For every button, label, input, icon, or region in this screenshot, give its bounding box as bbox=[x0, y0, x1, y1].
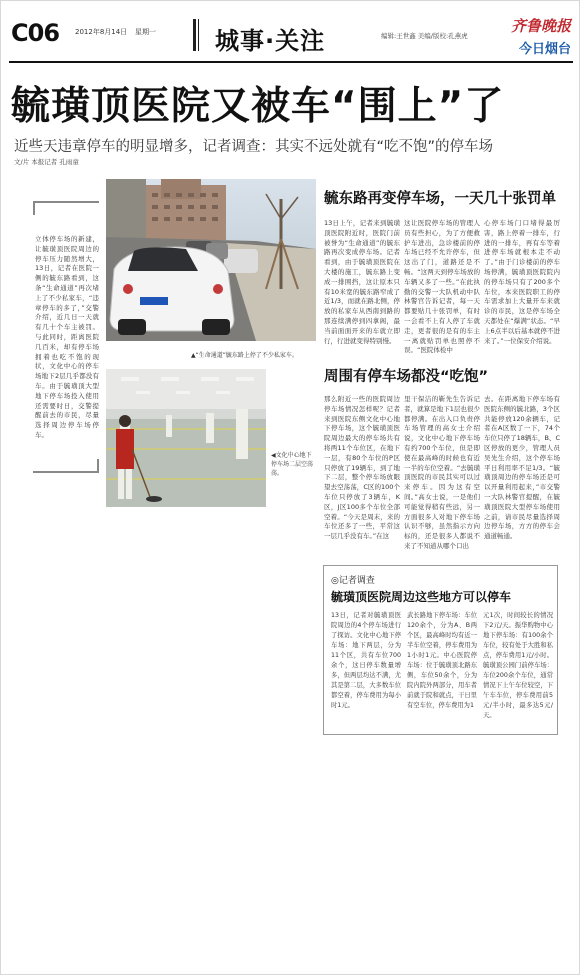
summary-bracket-bottom bbox=[33, 459, 99, 473]
garage-photo bbox=[106, 369, 266, 507]
section-title: 城事·关注 bbox=[215, 27, 326, 55]
newspaper-logo bbox=[511, 15, 571, 57]
investigation-col1: 13日，记者对毓璜顶医院周边的4个停车场进行了探访。文化中心地下停车场：地下两层，分为11个区，共有车位700余个，这日停车数量增多，但两层均达不满，尤其是第二层，大多数车位都空着，停车费用为每小时1元。 bbox=[331, 612, 401, 709]
article2-col3: 去。在距离地下停车场有医院东侧的毓北路，3个区共能停放120余辆车，记者在A区数了一下，74个车位只停了18辆车，B、C区停放的更少，管理人员吴先生介绍，这个停车场平日利用率不足1/3。“毓璜顶周边的停车场还是可以开量利用起来，”市交警一大队林警官提醒，在毓璜顶医院大型停车场使用之前，请市民尽量选择周边停车场，方方的停车会通道畅通。 bbox=[484, 395, 560, 541]
street-parking-photo bbox=[106, 179, 316, 341]
summary-text: 立体停车场的新建，让毓璜顶医院周边的停车压力随然增大，13日，记者在医院一侧的毓东路看到，这条“生命通道”再次堵上了不少私家车，“违章停车的多了，”交警介绍，近几日一天就有几十个车主被罚。与此同时，距离医院几百米，却有停车场拥着也吃不饱的现状，文化中心的停车场地下2层几乎都没有车。由于毓璜顶大型地下停车场投入使用还需要时日，交警提醒前去的市民，尽量选择周边停车场停车。 bbox=[35, 235, 99, 439]
investigation-col2: 武长路地下停车场：车位120余个，分为A、B两个区，最高峰时均有近一半车位空着，停车费用为1小时1元。中心医院停车场：位于毓璜顶北路东侧，车位50余个，分为院内院外两部分，用车者前就于院和就点，干日里有空车位，停车费用为1 bbox=[407, 612, 477, 709]
article2-col1: 那么附近一些的医院周边停车场情况怎样呢？记者来到医院东侧文化中心地下停车场，这个毓璜顶医院周边最大的停车场共有将两11个车位区，在地下一层，有80个车位的P区只停放了19辆车，到了地下二层，整个停车场放眼望去空荡荡，C区的100个车位只停放了3辆车，K区，J区100多个车位全部空着。“今天是周末，来的车位还多了一些，平常这一层几乎没有车。”在这 bbox=[324, 395, 400, 541]
article2-heading: 周围有停车场都没“吃饱” bbox=[324, 369, 489, 385]
main-headline: 毓璜顶医院又被车“围上”了 bbox=[11, 84, 505, 129]
logo-subtitle: 今日烟台 bbox=[518, 42, 571, 57]
masthead bbox=[9, 15, 573, 61]
article1-col2: 这让医院停车场的管理人员有些担心，为了方便救护车进出，急诊楼前的停车场已经不允许停车，但这出了门，道路还是不畅。“这两天到停车场放的车辆又多了一些。”在此执勤的交警一大队机动中队林警官告诉记者，每一天都要贴几十张罚单，有时一会看不上有人停了车就走，更者很的是有的车主一离就贴罚单也照停不误。“医院体检中 bbox=[404, 219, 480, 355]
subheadline: 近些天违章停车的明显增多，记者调查：其实不远处就有“吃不饱”的停车场 bbox=[14, 139, 494, 155]
investigation-tag-label: 记者调查 bbox=[338, 576, 375, 586]
issue-weekday: 星期一 bbox=[135, 28, 156, 36]
article1-heading: 毓东路再变停车场，一天几十张罚单 bbox=[324, 191, 556, 207]
investigation-tag: ◎记者调查 bbox=[331, 576, 375, 586]
byline: 文/片 本报记者 孔雨童 bbox=[14, 158, 79, 166]
photo1-caption: ▲“生命通道”毓东路上停了不少私家车。 bbox=[191, 352, 298, 359]
investigation-col3: 元1次，时间较长的情况下2元/天。振华购物中心地下停车场：有100余个车位，较有处于大胜和私点，停车费用1元/小时。毓璜顶公园门前停车场：车位200余个车位，通常情况下上午车位较空，下午车车位，停车费用前5元/半小时，最多达5元/天。 bbox=[483, 612, 553, 719]
editors-credit: 编辑:王世鑫 美编/版校:孔燕虎 bbox=[381, 32, 468, 40]
summary-bracket-top bbox=[33, 201, 99, 215]
investigation-title: 毓璜顶医院周边这些地方可以停车 bbox=[331, 590, 512, 604]
masthead-divider bbox=[193, 19, 199, 51]
article2-col2: 里干保洁的靳先生告诉记者，就算是地下1层也很少都停满。在出入口负责停车场管理的高女士介绍说，文化中心地下停车场有约700个车位，但是即使在最高峰的时候也有近一半的车位空着。“去毓璜顶医院的市民其实可以过来停车。因为这有空间。”高女士说，一是他们可能觉得稍有些远，另一方面很多人对地下停车场认识不够，虽然指示方向标的，还是很多人都说不来了不知道从哪个口出 bbox=[404, 395, 480, 550]
photo2-caption: ◀文化中心地下停车场二层空荡荡。 bbox=[271, 452, 314, 477]
page-number: C06 bbox=[11, 19, 60, 47]
article1-col3: 心停车场门口堵得最厉害，路上停着一排车，行进的一排车，再有车等着进停车场就根本走不动了。”由于门诊楼前的停车场停满，毓璜顶医院院内的停车场只有了200多个车位，本来医院职工的停车需求加上大量开车来就诊的市民，这是停车场全天都处在“爆满”状态。“早上6点半以后基本就停不进来了。”一位保安介绍说。 bbox=[484, 219, 560, 345]
masthead-rule bbox=[9, 61, 573, 63]
issue-date: 2012年8月14日 bbox=[75, 28, 128, 36]
logo-title: 齐鲁晚报 bbox=[510, 17, 571, 35]
article1-col1: 13日上午，记者来到毓璜顶医院附近时，医院门前被誉为“生命通道”的毓东路再次变成停车场。记者看到，由于毓璜顶医院在大楼的施工，毓东路上变成一排围挡，这让原本只有10米宽的毓东路窄成了近1/3，而就在路北侧，停放的私家车从西南到路的那连续满停到四拿阁，最当前面面开来的车就立即行，行进就变得特别慢。 bbox=[324, 219, 400, 345]
